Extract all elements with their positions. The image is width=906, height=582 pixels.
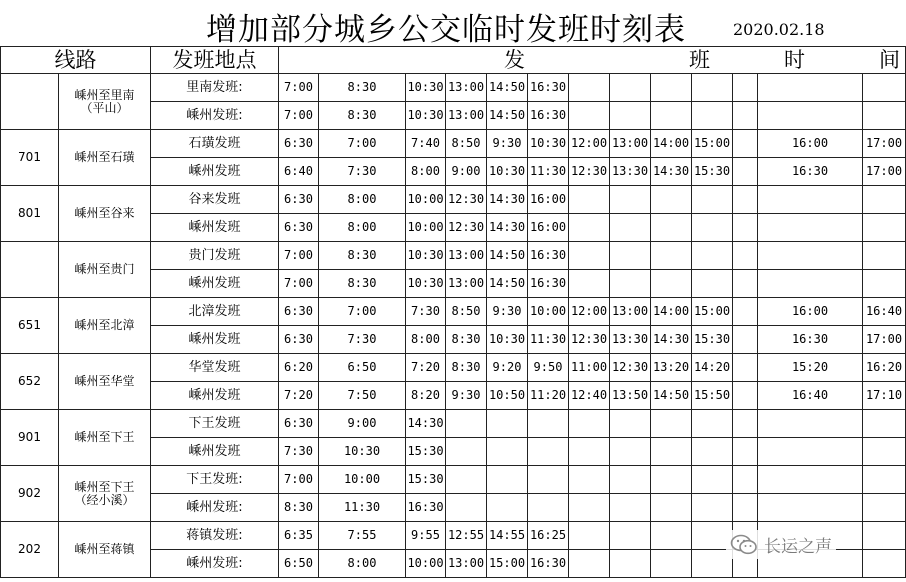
departure-time	[569, 74, 610, 102]
departure-time: 11:20	[528, 382, 569, 410]
route-name-line: （经小溪）	[74, 492, 135, 507]
departure-time: 8:00	[319, 186, 406, 214]
departure-time	[733, 158, 758, 186]
departure-time: 14:30	[651, 158, 692, 186]
departure-time: 14:50	[487, 270, 528, 298]
departure-time: 10:50	[487, 382, 528, 410]
departure-time	[610, 102, 651, 130]
header-times-char: 时	[784, 47, 805, 72]
departure-time	[733, 242, 758, 270]
departure-time: 16:30	[528, 270, 569, 298]
departure-time	[569, 438, 610, 466]
departure-time: 7:30	[406, 298, 446, 326]
header-times-char: 发	[504, 47, 525, 72]
departure-time	[692, 270, 733, 298]
departure-time: 10:00	[406, 186, 446, 214]
departure-time	[610, 242, 651, 270]
departure-time: 7:30	[279, 438, 319, 466]
departure-time: 16:30	[528, 74, 569, 102]
departure-time	[733, 130, 758, 158]
departure-time: 6:50	[279, 550, 319, 578]
departure-time: 11:30	[528, 326, 569, 354]
departure-time	[733, 354, 758, 382]
route-number: 202	[1, 522, 59, 578]
departure-time: 8:30	[446, 326, 487, 354]
route-number: 801	[1, 186, 59, 242]
departure-time: 10:30	[319, 438, 406, 466]
departure-time	[692, 438, 733, 466]
departure-time: 11:00	[569, 354, 610, 382]
departure-time	[651, 186, 692, 214]
departure-time: 8:50	[446, 298, 487, 326]
departure-time	[733, 270, 758, 298]
departure-time: 8:00	[319, 550, 406, 578]
departure-time	[446, 438, 487, 466]
departure-time: 12:00	[569, 298, 610, 326]
departure-time: 12:30	[446, 186, 487, 214]
title-bar	[0, 0, 884, 46]
departure-time: 10:30	[406, 270, 446, 298]
departure-time: 7:00	[279, 466, 319, 494]
departure-time: 8:30	[446, 354, 487, 382]
departure-time: 14:50	[487, 242, 528, 270]
departure-time	[569, 466, 610, 494]
departure-time	[692, 102, 733, 130]
departure-time	[651, 410, 692, 438]
departure-time	[651, 270, 692, 298]
departure-time: 6:30	[279, 410, 319, 438]
departure-location: 华堂发班	[151, 354, 279, 382]
departure-location: 里南发班:	[151, 74, 279, 102]
departure-time: 15:50	[692, 382, 733, 410]
departure-time: 16:00	[528, 214, 569, 242]
departure-time: 14:55	[487, 522, 528, 550]
departure-time	[863, 102, 906, 130]
departure-time: 10:30	[487, 326, 528, 354]
departure-time	[487, 410, 528, 438]
route-name	[59, 354, 151, 410]
table-row	[1, 466, 906, 494]
publish-date: 2020.02.18	[733, 20, 825, 39]
departure-time: 8:30	[319, 74, 406, 102]
departure-time: 7:00	[279, 242, 319, 270]
departure-time	[692, 242, 733, 270]
departure-time: 16:30	[528, 550, 569, 578]
departure-location: 嵊州发班:	[151, 102, 279, 130]
departure-time	[692, 214, 733, 242]
departure-time	[733, 382, 758, 410]
departure-time	[651, 466, 692, 494]
departure-time: 13:00	[610, 298, 651, 326]
departure-time	[692, 494, 733, 522]
departure-time: 14:30	[487, 214, 528, 242]
departure-time	[863, 522, 906, 550]
departure-time: 12:30	[569, 326, 610, 354]
departure-time	[863, 214, 906, 242]
departure-time: 13:30	[610, 326, 651, 354]
departure-time	[651, 242, 692, 270]
departure-time	[610, 522, 651, 550]
departure-time: 8:00	[319, 214, 406, 242]
departure-time: 10:00	[406, 550, 446, 578]
departure-time: 13:20	[651, 354, 692, 382]
departure-time	[863, 74, 906, 102]
departure-time: 7:00	[279, 102, 319, 130]
departure-time	[569, 102, 610, 130]
departure-time	[692, 74, 733, 102]
departure-time: 13:50	[610, 382, 651, 410]
departure-time: 9:50	[528, 354, 569, 382]
departure-time: 12:40	[569, 382, 610, 410]
departure-time	[610, 186, 651, 214]
departure-time	[651, 102, 692, 130]
departure-time: 9:20	[487, 354, 528, 382]
departure-time: 16:30	[406, 494, 446, 522]
departure-time	[733, 186, 758, 214]
departure-time: 7:20	[406, 354, 446, 382]
departure-time: 13:00	[446, 242, 487, 270]
departure-time: 10:00	[319, 466, 406, 494]
departure-time	[610, 214, 651, 242]
route-name-line: 嵊州至下王	[74, 479, 135, 494]
departure-time: 12:00	[569, 130, 610, 158]
departure-time: 16:00	[528, 186, 569, 214]
route-name	[59, 410, 151, 466]
departure-time	[758, 270, 863, 298]
departure-time: 8:20	[406, 382, 446, 410]
departure-time	[651, 74, 692, 102]
route-number	[1, 242, 59, 298]
departure-time: 9:00	[319, 410, 406, 438]
departure-time	[569, 242, 610, 270]
departure-time	[610, 466, 651, 494]
departure-time: 16:30	[528, 102, 569, 130]
route-number: 701	[1, 130, 59, 186]
departure-time	[758, 74, 863, 102]
departure-time: 14:30	[406, 410, 446, 438]
departure-time	[487, 466, 528, 494]
route-name	[59, 242, 151, 298]
route-name	[59, 298, 151, 354]
departure-time: 17:10	[863, 382, 906, 410]
departure-time	[487, 494, 528, 522]
header-route: 线路	[1, 47, 151, 74]
table-row	[1, 74, 906, 102]
departure-time	[863, 550, 906, 578]
route-number: 651	[1, 298, 59, 354]
departure-time	[487, 438, 528, 466]
departure-time	[610, 494, 651, 522]
departure-time	[569, 270, 610, 298]
departure-time	[863, 410, 906, 438]
route-name-line: 嵊州至北漳	[74, 318, 135, 332]
table-row	[1, 298, 906, 326]
departure-time: 11:30	[528, 158, 569, 186]
departure-location: 嵊州发班	[151, 438, 279, 466]
departure-time: 8:50	[446, 130, 487, 158]
departure-time: 6:30	[279, 130, 319, 158]
departure-time	[863, 242, 906, 270]
route-name-line: 嵊州至蒋镇	[74, 542, 135, 556]
departure-time: 14:50	[487, 74, 528, 102]
route-name-line: （平山）	[80, 100, 129, 115]
departure-time	[758, 410, 863, 438]
departure-time: 6:50	[319, 354, 406, 382]
departure-time: 13:00	[446, 102, 487, 130]
departure-time	[528, 494, 569, 522]
departure-time: 17:00	[863, 158, 906, 186]
departure-time: 6:30	[279, 298, 319, 326]
departure-time	[528, 466, 569, 494]
departure-time	[569, 522, 610, 550]
departure-time: 15:20	[758, 354, 863, 382]
departure-time: 8:00	[406, 326, 446, 354]
departure-time	[733, 74, 758, 102]
departure-time: 16:00	[758, 298, 863, 326]
departure-location: 嵊州发班	[151, 158, 279, 186]
departure-time: 7:40	[406, 130, 446, 158]
departure-time: 14:50	[487, 102, 528, 130]
departure-time: 15:00	[692, 298, 733, 326]
departure-time	[446, 466, 487, 494]
watermark	[726, 530, 836, 559]
table-row	[1, 186, 906, 214]
departure-time: 10:00	[528, 298, 569, 326]
route-number: 902	[1, 466, 59, 522]
table-row	[1, 130, 906, 158]
departure-time: 14:50	[651, 382, 692, 410]
departure-time	[733, 438, 758, 466]
departure-time	[569, 410, 610, 438]
departure-time: 15:30	[406, 438, 446, 466]
departure-time: 13:00	[446, 74, 487, 102]
departure-location: 嵊州发班:	[151, 550, 279, 578]
header-times	[279, 47, 906, 74]
departure-time	[446, 410, 487, 438]
departure-time	[651, 522, 692, 550]
departure-time: 6:40	[279, 158, 319, 186]
departure-time: 9:30	[446, 382, 487, 410]
departure-time	[863, 494, 906, 522]
departure-time	[733, 410, 758, 438]
departure-time	[758, 214, 863, 242]
departure-time: 12:30	[569, 158, 610, 186]
departure-time: 7:50	[319, 382, 406, 410]
departure-time	[569, 214, 610, 242]
departure-time: 16:00	[758, 130, 863, 158]
departure-time: 9:00	[446, 158, 487, 186]
departure-time: 10:30	[406, 102, 446, 130]
route-number: 901	[1, 410, 59, 466]
table-row	[1, 354, 906, 382]
departure-location: 谷来发班	[151, 186, 279, 214]
departure-time: 6:35	[279, 522, 319, 550]
route-name-line: 嵊州至华堂	[74, 374, 135, 388]
departure-location: 石璜发班	[151, 130, 279, 158]
departure-time	[863, 438, 906, 466]
watermark-text: 长运之声	[764, 537, 832, 557]
departure-time: 14:30	[487, 186, 528, 214]
departure-time: 14:20	[692, 354, 733, 382]
departure-time: 13:00	[446, 550, 487, 578]
departure-time	[733, 494, 758, 522]
departure-time: 16:20	[863, 354, 906, 382]
table-row	[1, 410, 906, 438]
route-number: 652	[1, 354, 59, 410]
route-name-line: 嵊州至贵门	[74, 262, 135, 276]
departure-time: 15:00	[692, 130, 733, 158]
departure-time: 7:00	[319, 298, 406, 326]
departure-time: 9:30	[487, 298, 528, 326]
departure-time: 7:30	[319, 326, 406, 354]
departure-time	[610, 410, 651, 438]
departure-time: 17:00	[863, 130, 906, 158]
departure-time: 7:30	[319, 158, 406, 186]
departure-time	[610, 438, 651, 466]
wechat-icon	[730, 534, 758, 556]
departure-time	[651, 214, 692, 242]
departure-location: 嵊州发班:	[151, 494, 279, 522]
departure-time: 16:30	[758, 326, 863, 354]
departure-time	[610, 550, 651, 578]
departure-time: 10:30	[487, 158, 528, 186]
route-name-line: 嵊州至石璜	[74, 150, 135, 164]
departure-time: 7:00	[319, 130, 406, 158]
departure-time	[733, 214, 758, 242]
departure-time	[863, 466, 906, 494]
departure-time	[651, 438, 692, 466]
departure-location: 嵊州发班	[151, 214, 279, 242]
departure-time: 8:30	[319, 242, 406, 270]
departure-time: 17:00	[863, 326, 906, 354]
route-name	[59, 186, 151, 242]
departure-time: 14:00	[651, 298, 692, 326]
route-number	[1, 74, 59, 130]
departure-time: 6:30	[279, 186, 319, 214]
departure-location: 下王发班:	[151, 466, 279, 494]
route-name-line: 嵊州至谷来	[74, 206, 135, 220]
departure-location: 北漳发班	[151, 298, 279, 326]
departure-time: 13:00	[610, 130, 651, 158]
departure-time: 11:30	[319, 494, 406, 522]
departure-time	[528, 438, 569, 466]
departure-time: 7:20	[279, 382, 319, 410]
departure-location: 嵊州发班	[151, 382, 279, 410]
departure-time: 10:30	[406, 74, 446, 102]
departure-time: 6:30	[279, 326, 319, 354]
route-name	[59, 130, 151, 186]
departure-time: 6:20	[279, 354, 319, 382]
page-title: 增加部分城乡公交临时发班时刻表	[206, 12, 686, 48]
departure-time	[733, 102, 758, 130]
departure-time: 12:55	[446, 522, 487, 550]
departure-time: 15:00	[487, 550, 528, 578]
departure-time: 14:00	[651, 130, 692, 158]
departure-time: 9:55	[406, 522, 446, 550]
departure-time: 14:30	[651, 326, 692, 354]
departure-location: 嵊州发班	[151, 270, 279, 298]
table-row	[1, 242, 906, 270]
departure-time	[569, 494, 610, 522]
header-times-char: 间	[879, 47, 900, 72]
departure-time: 7:00	[279, 74, 319, 102]
departure-time	[758, 494, 863, 522]
departure-time	[569, 186, 610, 214]
departure-location: 贵门发班	[151, 242, 279, 270]
departure-time: 6:30	[279, 214, 319, 242]
departure-time: 7:00	[279, 270, 319, 298]
departure-time	[733, 298, 758, 326]
departure-time	[863, 270, 906, 298]
departure-time	[758, 102, 863, 130]
departure-time: 7:55	[319, 522, 406, 550]
departure-time: 8:00	[406, 158, 446, 186]
departure-time	[863, 186, 906, 214]
departure-time: 16:40	[758, 382, 863, 410]
departure-time	[733, 326, 758, 354]
departure-time	[758, 438, 863, 466]
departure-time	[758, 466, 863, 494]
departure-time	[758, 242, 863, 270]
departure-time: 10:30	[406, 242, 446, 270]
header-location: 发班地点	[151, 47, 279, 74]
route-name	[59, 466, 151, 522]
departure-time	[569, 550, 610, 578]
departure-time: 10:00	[406, 214, 446, 242]
route-name-line: 嵊州至下王	[74, 430, 135, 444]
route-name	[59, 522, 151, 578]
departure-time: 12:30	[446, 214, 487, 242]
departure-time	[733, 466, 758, 494]
departure-time: 15:30	[692, 326, 733, 354]
departure-time: 13:00	[446, 270, 487, 298]
departure-location: 下王发班	[151, 410, 279, 438]
departure-time: 15:30	[692, 158, 733, 186]
departure-time: 16:25	[528, 522, 569, 550]
departure-time	[758, 186, 863, 214]
departure-time: 9:30	[487, 130, 528, 158]
departure-time	[651, 494, 692, 522]
route-name	[59, 74, 151, 130]
departure-time: 12:30	[610, 354, 651, 382]
departure-time: 16:30	[528, 242, 569, 270]
departure-time	[692, 186, 733, 214]
departure-location: 嵊州发班	[151, 326, 279, 354]
timetable	[0, 46, 906, 578]
departure-time: 10:30	[528, 130, 569, 158]
departure-time	[692, 466, 733, 494]
departure-time: 13:30	[610, 158, 651, 186]
departure-time: 15:30	[406, 466, 446, 494]
departure-time	[446, 494, 487, 522]
departure-location: 蒋镇发班:	[151, 522, 279, 550]
departure-time	[651, 550, 692, 578]
departure-time: 16:40	[863, 298, 906, 326]
departure-time: 16:30	[758, 158, 863, 186]
departure-time	[610, 74, 651, 102]
departure-time	[528, 410, 569, 438]
table-header-row	[1, 47, 906, 74]
departure-time: 8:30	[319, 102, 406, 130]
departure-time: 8:30	[279, 494, 319, 522]
departure-time: 8:30	[319, 270, 406, 298]
departure-time	[692, 410, 733, 438]
route-name-line: 嵊州至里南	[74, 87, 135, 102]
departure-time	[610, 270, 651, 298]
header-times-char: 班	[689, 47, 710, 72]
